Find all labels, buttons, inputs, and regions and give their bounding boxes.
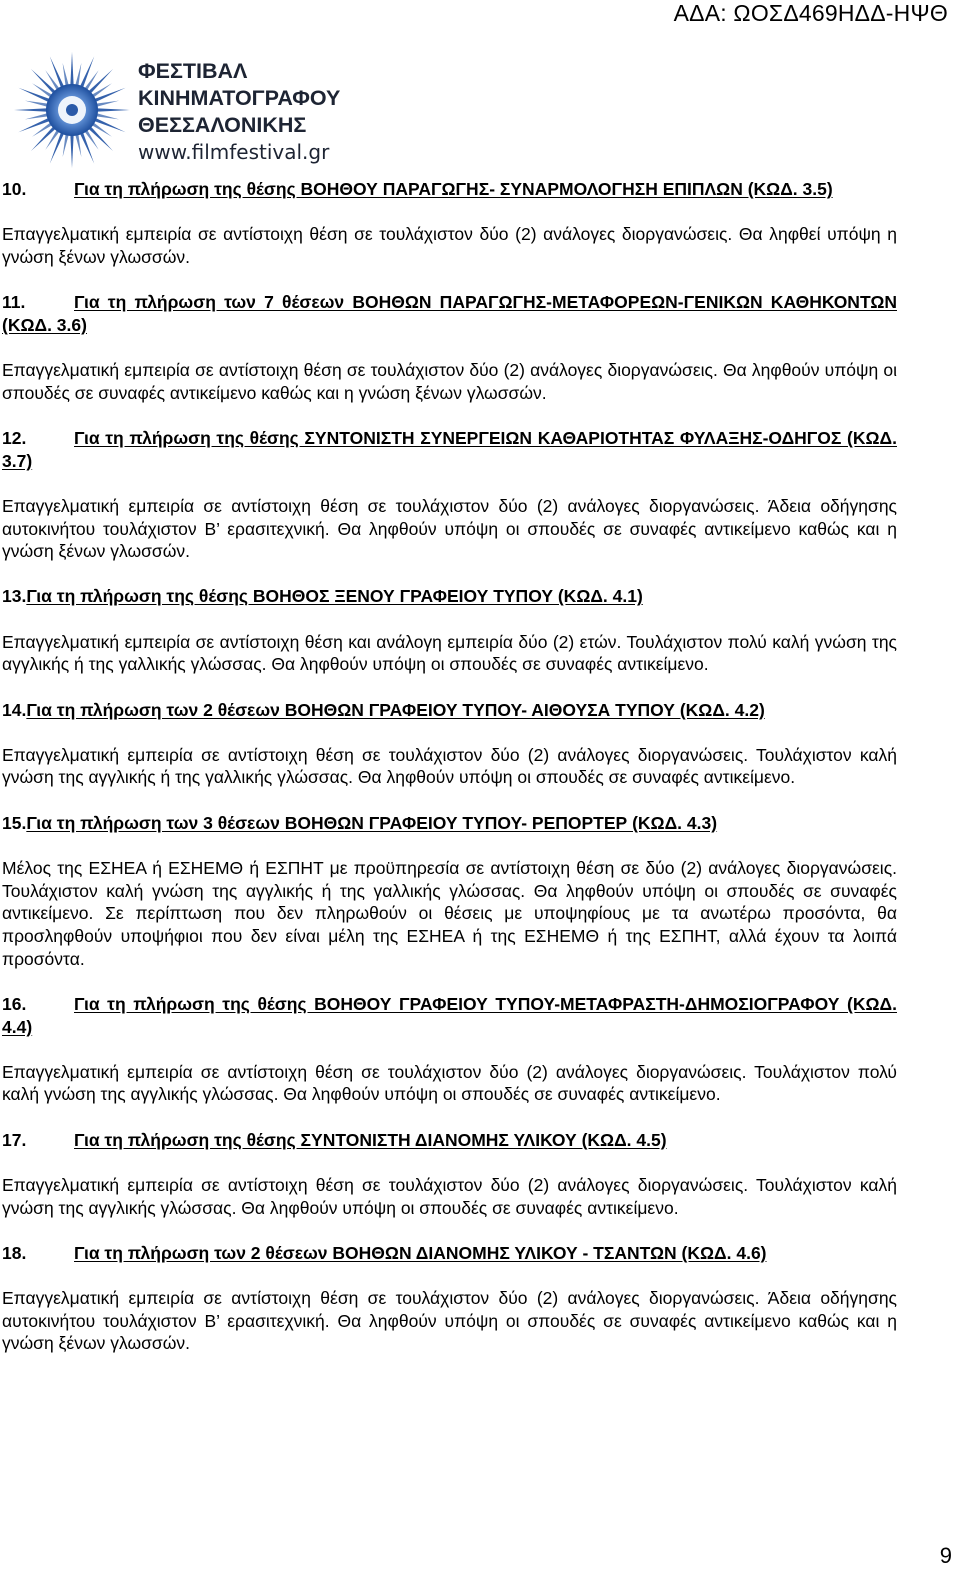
sun-ray [75, 133, 81, 157]
section-title: Για τη πλήρωση των 2 θέσεων ΒΟΗΘΩΝ ΔΙΑΝΟΜΗΣ ΥΛΙΚΟΥ - ΤΣΑΝΤΩΝ (ΚΩΔ. 4.6) [74, 1242, 767, 1263]
sun-ray [18, 88, 50, 103]
sun-emblem-icon [12, 52, 136, 172]
section-title: Για τη πλήρωση της θέσης ΒΟΗΘΟΥ ΠΑΡΑΓΩΓΗΣ- ΣΥΝΑΡΜΟΛΟΓΗΣΗ ΕΠΙΠΛΩΝ (ΚΩΔ. 3.5) [74, 179, 833, 199]
sun-ray [45, 129, 60, 150]
section-title: Για τη πλήρωση της θέσης ΣΥΝΤΟΝΙΣΤΗ ΔΙΑΝΟΜΗΣ ΥΛΙΚΟΥ (ΚΩΔ. 4.5) [74, 1129, 667, 1150]
section-body: Επαγγελματική εμπειρία σε αντίστοιχη θέση σε τουλάχιστον δύο (2) ανάλογες διοργανώσεις. Θα ληφθεί υπόψη η γνώση ξένων γλωσσών. [2, 224, 897, 267]
logo-line-3: ΘΕΣΣΑΛΟΝΙΚΗΣ [138, 113, 307, 137]
section-body: Μέλος της ΕΣΗΕΑ ή ΕΣΗΕΜΘ ή ΕΣΠΗΤ με προϋπηρεσία σε αντίστοιχη θέση σε δύο (2) ανάλογες διοργανώσεις. Τουλάχιστον καλή γνώση της αγγλικής ή της γαλλικής γλώσσας. Θα ληφθούν υπόψη οι σπουδές σε συναφές αντικείμενο. Σε περίπτωση που δεν πληρωθούν οι θέσεις με υποψηφίους με τα ανωτέρω προσόντα, θα προσληφθούν υποψήφιοι που δεν είναι μέλη της ΕΣΗΕΑ ή της ΕΣΗΕΜΘ ή της ΕΣΠΗΤ, αλλά έχουν τα λοιπά προσόντα. [2, 857, 897, 969]
section-heading [2, 993, 897, 1038]
section-body: Επαγγελματική εμπειρία σε αντίστοιχη θέση σε τουλάχιστον δύο (2) ανάλογες διοργανώσεις. Τουλάχιστον πολύ καλή γνώση της αγγλικής γλώσσας. Θα ληφθούν υπόψη οι σπουδές σε συναφές αντικείμενο. [2, 1061, 897, 1105]
section-title: Για τη πλήρωση της θέσης ΒΟΗΘΟΣ ΞΕΝΟΥ ΓΡΑΦΕΙΟΥ ΤΥΠΟΥ (ΚΩΔ. 4.1) [26, 586, 643, 607]
section-title: Για τη πλήρωση των 2 θέσεων ΒΟΗΘΩΝ ΓΡΑΦΕΙΟΥ ΤΥΠΟΥ- ΑΙΘΟΥΣΑ ΤΥΠΟΥ (ΚΩΔ. 4.2) [26, 699, 765, 720]
sun-ray [70, 52, 73, 86]
sun-ray [84, 129, 99, 150]
section-number: 18. [2, 1242, 27, 1263]
sun-ray [70, 134, 73, 168]
section-15 [2, 812, 897, 971]
sun-ray [63, 63, 69, 87]
section-title: Για τη πλήρωση της θέσης ΣΥΝΤΟΝΙΣΤΗ ΣΥΝΕΡΓΕΙΩΝ ΚΑΘΑΡΙΟΤΗΤΑΣ ΦΥΛΑΞΗΣ-ΟΔΗΓΟΣ (ΚΩΔ. 3.7) [2, 427, 897, 471]
section-16 [2, 993, 897, 1106]
sun-ray [96, 108, 130, 111]
section-number: 12. [2, 427, 27, 448]
sun-ray [80, 132, 95, 164]
section-number: 10. [2, 179, 27, 199]
section-body: Επαγγελματική εμπειρία σε αντίστοιχη θέση σε τουλάχιστον δύο (2) ανάλογες διοργανώσεις. Άδεια οδήγησης αυτοκινήτου τουλάχιστον Β’ ερασιτεχνική. Θα ληφθούν υπόψη οι σπουδές σε συναφές αντικείμενο καθώς και η γνώση ξένων γλωσσών. [2, 495, 897, 562]
section-number: 14. [2, 699, 27, 720]
sun-ray [80, 56, 95, 88]
section-heading [2, 427, 897, 472]
sun-ray [50, 56, 65, 88]
section-18 [2, 1242, 897, 1355]
logo-line-2: ΚΙΝΗΜΑΤΟΓΡΑΦΟΥ [138, 86, 341, 110]
sun-ray [91, 122, 112, 137]
sun-ray [91, 83, 112, 98]
sun-ray [94, 88, 126, 103]
section-12 [2, 427, 897, 563]
page-number: 9 [939, 1543, 952, 1568]
sun-ray [95, 101, 119, 107]
section-body: Επαγγελματική εμπειρία σε αντίστοιχη θέση σε τουλάχιστον δύο (2) ανάλογες διοργανώσεις. Τουλάχιστον καλή γνώση της αγγλικής ή της γαλλικής γλώσσας. Θα ληφθούν υπόψη οι σπουδές σε συναφές αντικείμενο. [2, 744, 897, 788]
section-number: 17. [2, 1129, 27, 1150]
sun-ray [45, 70, 60, 91]
sun-ray [63, 133, 69, 157]
logo-url: www.filmfestival.gr [138, 140, 330, 164]
section-heading [2, 291, 897, 336]
section-17 [2, 1129, 897, 1220]
section-heading [2, 699, 897, 722]
section-10 [2, 178, 897, 269]
sun-ray [25, 113, 49, 119]
section-title: Για τη πλήρωση των 7 θέσεων ΒΟΗΘΩΝ ΠΑΡΑΓΩΓΗΣ-ΜΕΤΑΦΟΡΕΩΝ-ΓΕΝΙΚΩΝ ΚΑΘΗΚΟΝΤΩΝ (ΚΩΔ. 3.6) [2, 292, 897, 335]
section-14 [2, 699, 897, 790]
section-heading [2, 585, 897, 608]
logo-line-1: ΦΕΣΤΙΒΑΛ [138, 59, 248, 83]
section-11 [2, 291, 897, 404]
section-13 [2, 585, 897, 676]
section-body: Επαγγελματική εμπειρία σε αντίστοιχη θέση σε τουλάχιστον δύο (2) ανάλογες διοργανώσεις. Άδεια οδήγησης αυτοκινήτου τουλάχιστον Β’ ερασιτεχνική. Θα ληφθούν υπόψη οι σπουδές σε συναφές αντικείμενο καθώς και η γνώση ξένων γλωσσών. [2, 1288, 897, 1354]
festival-logo [12, 52, 372, 172]
section-body: Επαγγελματική εμπειρία σε αντίστοιχη θέση και ανάλογη εμπειρία δύο (2) ετών. Τουλάχιστον πολύ καλή γνώση της αγγλικής ή της γαλλικής γλώσσας. Θα ληφθούν υπόψη οι σπουδές σε συναφές αντικείμενο. [2, 631, 897, 675]
section-heading [2, 812, 897, 835]
section-body: Επαγγελματική εμπειρία σε αντίστοιχη θέση σε τουλάχιστον δύο (2) ανάλογες διοργανώσεις. Τουλάχιστον καλή γνώση της αγγλικής γλώσσας. Θα ληφθούν υπόψη οι σπουδές σε συναφές αντικείμενο. [2, 1174, 897, 1218]
sun-ray [25, 101, 49, 107]
section-title: Για τη πλήρωση της θέσης ΒΟΗΘΟΥ ΓΡΑΦΕΙΟΥ ΤΥΠΟΥ-ΜΕΤΑΦΡΑΣΤΗ-ΔΗΜΟΣΙΟΓΡΑΦΟΥ (ΚΩΔ. 4.4) [2, 993, 897, 1037]
sun-ray [84, 70, 99, 91]
section-number: 16. [2, 993, 27, 1014]
section-heading [2, 1129, 897, 1152]
section-number: 15. [2, 812, 27, 833]
sun-ray [50, 132, 65, 164]
sun-ray [18, 118, 50, 133]
sun-ray [75, 63, 81, 87]
sun-ray [94, 118, 126, 133]
sun-ray [32, 83, 53, 98]
section-heading [2, 178, 897, 201]
section-title: Για τη πλήρωση των 3 θέσεων ΒΟΗΘΩΝ ΓΡΑΦΕΙΟΥ ΤΥΠΟΥ- ΡΕΠΟΡΤΕΡ (ΚΩΔ. 4.3) [26, 812, 718, 833]
section-number: 13. [2, 586, 27, 607]
sun-ray [32, 122, 53, 137]
section-body: Επαγγελματική εμπειρία σε αντίστοιχη θέση σε τουλάχιστον δύο (2) ανάλογες διοργανώσεις. Θα ληφθούν υπόψη οι σπουδές σε συναφές αντικείμενο καθώς και η γνώση ξένων γλωσσών. [2, 360, 897, 403]
ada-code: ΑΔΑ: ΩΟΣΔ469ΗΔΔ-ΗΨΘ [673, 0, 948, 26]
section-heading [2, 1242, 897, 1265]
document-body [2, 178, 897, 1378]
section-number: 11. [2, 292, 26, 313]
sun-ray [95, 113, 119, 119]
sun-ray [14, 108, 48, 111]
